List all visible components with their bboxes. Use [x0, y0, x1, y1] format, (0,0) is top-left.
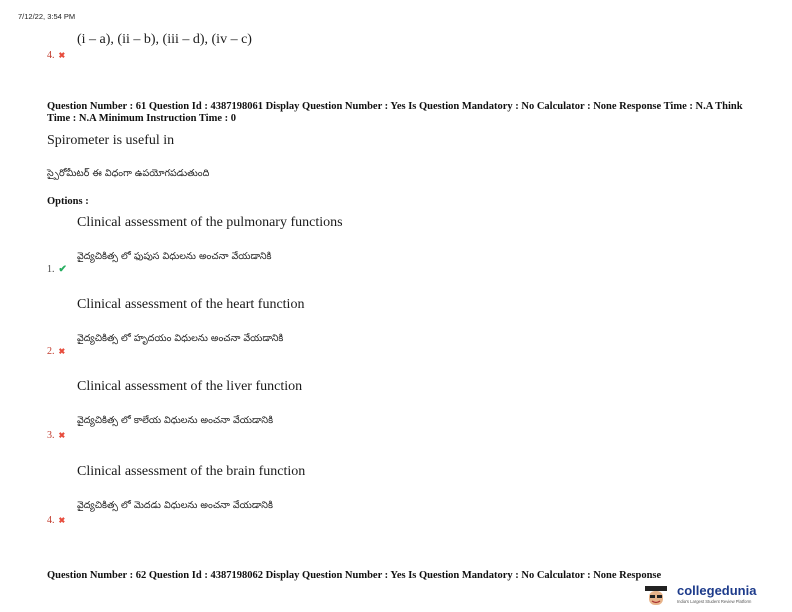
option-3-text-en: Clinical assessment of the liver function — [77, 379, 303, 394]
mascot-icon — [644, 585, 668, 607]
wrong-mark-icon: ✖ — [58, 347, 66, 356]
option-2-text-en: Clinical assessment of the heart function — [77, 297, 305, 312]
option-number: 4. — [47, 515, 55, 526]
option-3-number — [47, 430, 65, 441]
wrong-mark-icon: ✖ — [58, 431, 66, 440]
option-number: 1. — [47, 264, 55, 275]
option-4-text-en: Clinical assessment of the brain function — [77, 464, 306, 479]
collegedunia-logo — [644, 583, 790, 609]
wrong-mark-icon: ✖ — [58, 516, 66, 525]
option-2-number — [47, 346, 65, 357]
option-3-text-te: వైద్యచికిత్స లో కాలేయ విధులను అంచనా వేయడానికి — [77, 415, 274, 426]
option-1-number — [47, 264, 67, 275]
option-2-text-te: వైద్యచికిత్స లో హృదయం విధులను అంచనా వేయడానికి — [77, 333, 284, 344]
option-number: 4. — [47, 50, 55, 61]
option-1-text-te: వైద్యచికిత్స లో ఫుపుస విధులను అంచనా వేయడానికి — [77, 251, 272, 262]
question-text-te: స్పైరోమీటర్ ఈ విధంగా ఉపయోగపడుతుంది — [47, 168, 210, 179]
print-timestamp: 7/12/22, 3:54 PM — [18, 12, 76, 21]
options-label: Options : — [47, 196, 89, 207]
question-text-en: Spirometer is useful in — [47, 133, 175, 148]
option-4-number — [47, 515, 65, 526]
next-question-meta: Question Number : 62 Question Id : 4387198062 Display Question Number : Yes Is Question Mandatory : No Calculator : None Response — [47, 570, 662, 581]
wrong-mark-icon: ✖ — [58, 51, 66, 60]
logo-wordmark: collegedunia — [677, 583, 757, 598]
option-1-text-en: Clinical assessment of the pulmonary functions — [77, 215, 343, 230]
option-4-text-te: వైద్యచికిత్స లో మెదడు విధులను అంచనా వేయడానికి — [77, 500, 273, 511]
correct-check-icon: ✔ — [58, 264, 67, 275]
option-number: 3. — [47, 430, 55, 441]
prev-option-text: (i – a), (ii – b), (iii – d), (iv – c) — [77, 32, 252, 47]
question-meta: Question Number : 61 Question Id : 4387198061 Display Question Number : Yes Is Question Mandatory : No Calculator : None Response Time : N.A Think Time : N.A Minimum Instruction Time : 0 — [47, 101, 743, 124]
option-number: 2. — [47, 346, 55, 357]
logo-tagline: India's Largest Student Review Platform — [677, 599, 752, 604]
prev-option-number — [47, 50, 65, 61]
